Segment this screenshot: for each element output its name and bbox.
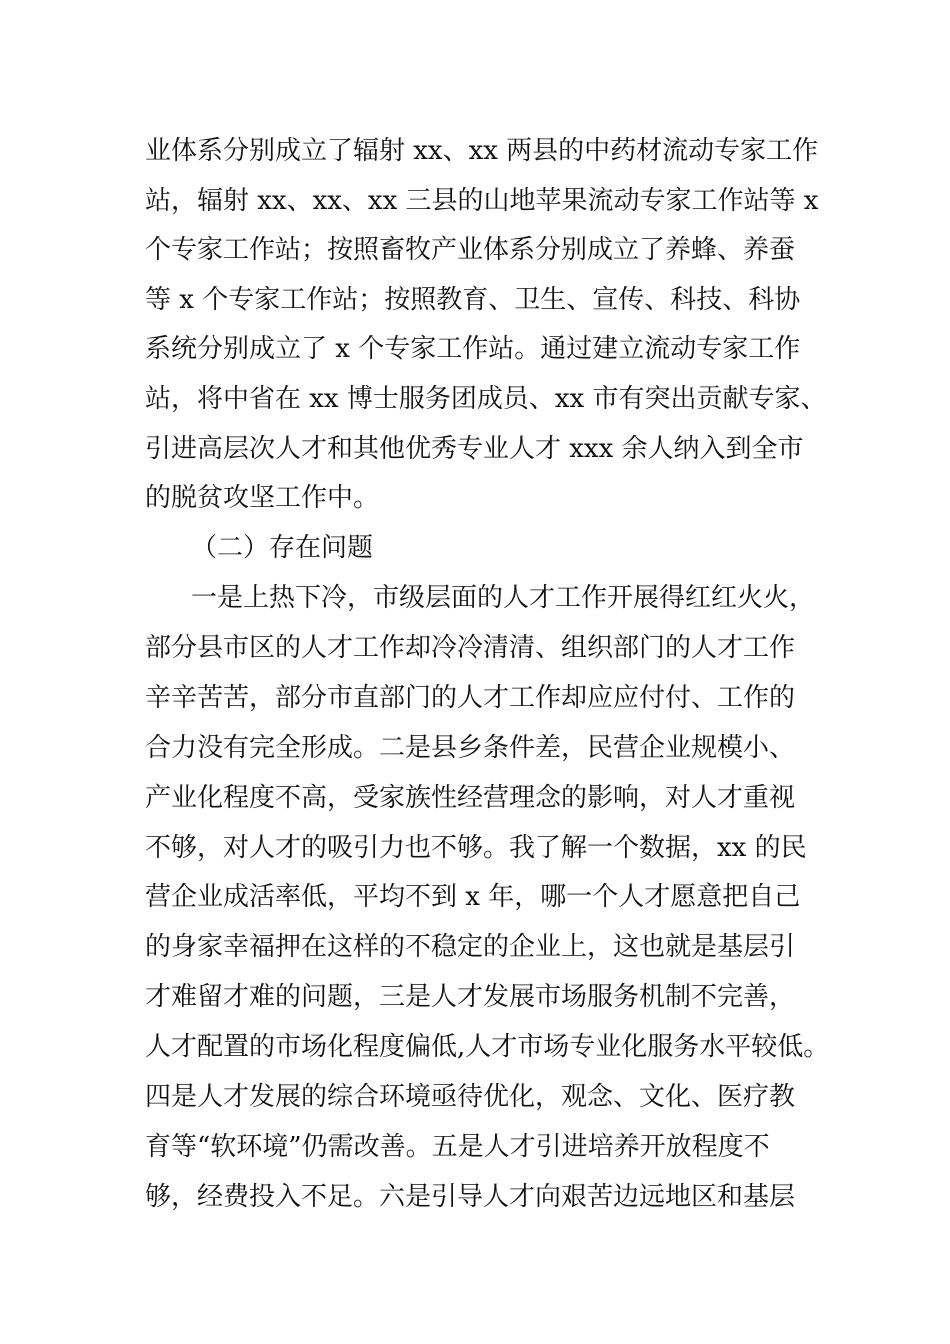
paragraph-2-line-8: 的身家幸福押在这样的不稳定的企业上，这也就是基层引	[145, 932, 796, 962]
paragraph-2-line-5: 产业化程度不高，受家族性经营理念的影响，对人才重视	[145, 783, 796, 813]
paragraph-1-line-5: 系统分别成立了 x 个专家工作站。通过建立流动专家工作	[145, 334, 801, 364]
paragraph-1-line-2: 站，辐射 xx、xx、xx 三县的山地苹果流动专家工作站等 x	[145, 186, 819, 216]
paragraph-2-line-13: 够，经费投入不足。六是引导人才向艰苦边远地区和基层	[145, 1182, 796, 1212]
section-heading: （二）存在问题	[191, 533, 374, 563]
paragraph-2-line-1: 一是上热下冷，市级层面的人才工作开展得红红火火，	[191, 583, 816, 613]
paragraph-2-line-9: 才难留才难的问题，三是人才发展市场服务机制不完善，	[145, 982, 796, 1012]
paragraph-1-line-4: 等 x 个专家工作站；按照教育、卫生、宣传、科技、科协	[145, 285, 801, 315]
paragraph-2-line-6: 不够，对人才的吸引力也不够。我了解一个数据，xx 的民	[145, 833, 807, 863]
paragraph-2-line-10: 人才配置的市场化程度偏低,人才市场专业化服务水平较低。	[145, 1032, 830, 1062]
paragraph-2-line-3: 辛辛苦苦，部分市直部门的人才工作却应应付付、工作的	[145, 683, 796, 713]
paragraph-1-line-8: 的脱贫攻坚工作中。	[145, 483, 380, 513]
paragraph-2-line-2: 部分县市区的人才工作却冷冷清清、组织部门的人才工作	[145, 633, 796, 663]
paragraph-1-line-1: 业体系分别成立了辐射 xx、xx 两县的中药材流动专家工作	[145, 136, 819, 166]
paragraph-2-line-7: 营企业成活率低，平均不到 x 年，哪一个人才愿意把自己	[145, 882, 801, 912]
paragraph-1-line-6: 站，将中省在 xx 博士服务团成员、xx 市有突出贡献专家、	[145, 384, 827, 414]
paragraph-2-line-11: 四是人才发展的综合环境亟待优化，观念、文化、医疗教	[145, 1082, 796, 1112]
paragraph-2-line-12: 育等“软环境”仍需改善。五是人才引进培养开放程度不	[145, 1132, 770, 1162]
paragraph-2-line-4: 合力没有完全形成。二是县乡条件差，民营企业规模小、	[145, 733, 796, 763]
paragraph-1-line-3: 个专家工作站；按照畜牧产业体系分别成立了养蜂、养蚕	[145, 235, 796, 265]
paragraph-1-line-7: 引进高层次人才和其他优秀专业人才 xxx 余人纳入到全市	[145, 434, 804, 464]
